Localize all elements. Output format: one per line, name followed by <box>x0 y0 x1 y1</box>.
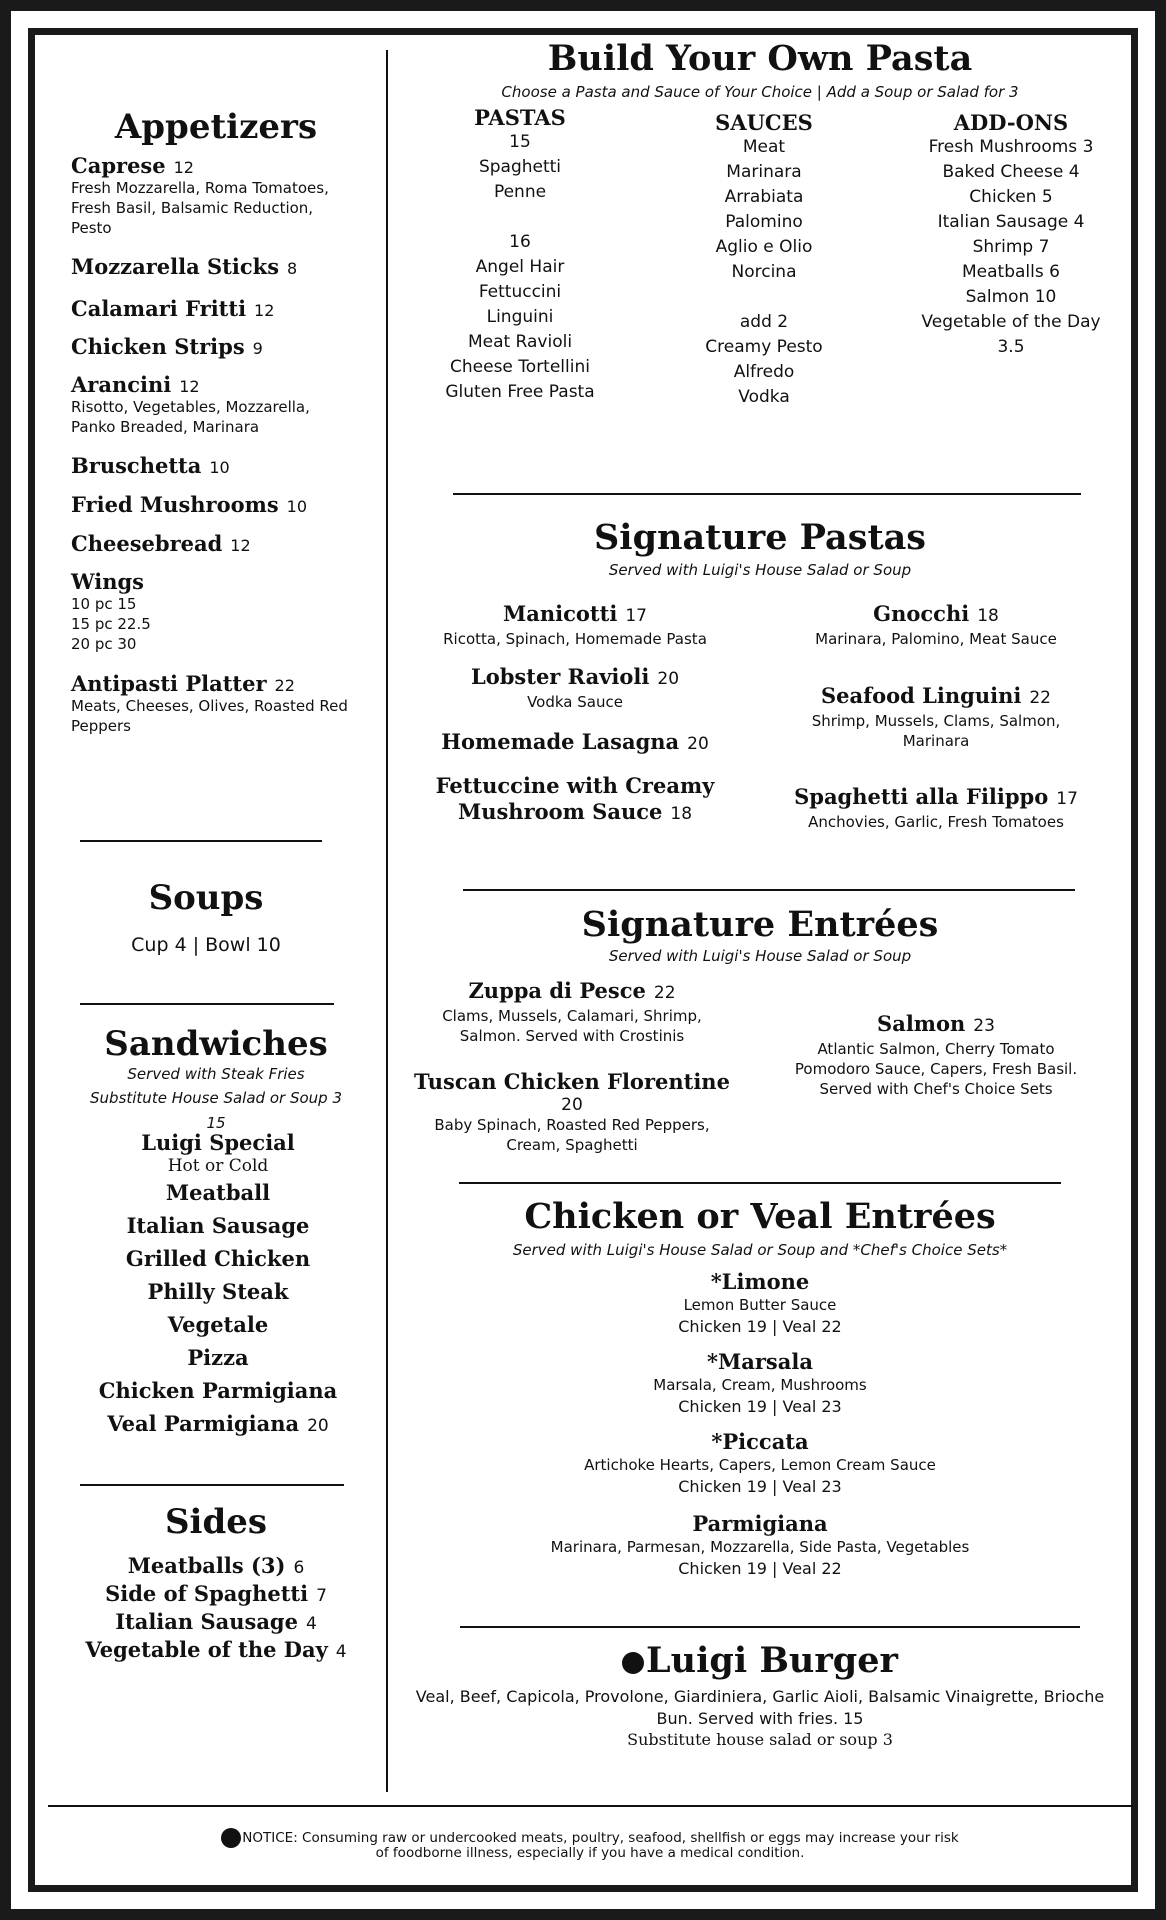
appetizer-item <box>71 569 371 654</box>
dish <box>786 683 1086 751</box>
side-name: Italian Sausage <box>115 1609 298 1634</box>
dish-name: Manicotti <box>503 601 618 626</box>
item-price: 22 <box>274 676 295 695</box>
dish-desc: Shrimp, Mussels, Clams, Salmon, <box>811 712 1061 730</box>
build-pasta-subtitle: Choose a Pasta and Sauce of Your Choice | Add a Soup or Salad for 3 <box>501 83 1019 101</box>
chicken-veal-subtitle: Served with Luigi's House Salad or Soup and *Chef's Choice Sets* <box>512 1241 1008 1259</box>
dish <box>420 773 730 827</box>
dish-price: 22 <box>653 983 676 1003</box>
sandwich-item: Meatball <box>165 1180 271 1205</box>
burger-desc: Bun. Served with fries. 15 <box>656 1709 864 1728</box>
addons-column <box>905 110 1117 360</box>
dish-name: Homemade Lasagna <box>441 729 680 754</box>
divider <box>80 1003 334 1005</box>
item-price: 9 <box>252 339 263 358</box>
dish-name-line <box>412 978 732 1006</box>
sauce-line <box>664 285 864 310</box>
signature-pastas-subtitle: Served with Luigi's House Salad or Soup <box>608 561 912 579</box>
item-desc: Meats, Cheeses, Olives, Roasted Red Peppers <box>71 697 348 735</box>
item-price: 10 <box>209 458 230 477</box>
pasta-line: Fettuccini <box>478 282 562 302</box>
dish-desc: Ricotta, Spinach, Homemade Pasta <box>443 630 707 648</box>
side-price: 4 <box>335 1642 347 1662</box>
addon-line: Italian Sausage 4 <box>937 212 1085 232</box>
addons-heading: ADD-ONS <box>953 110 1069 135</box>
item-price: 10 <box>286 497 308 516</box>
sauces-column <box>664 110 864 410</box>
signature-pastas-title: Signature Pastas <box>594 517 926 558</box>
pasta-line: Angel Hair <box>475 257 565 277</box>
dish-name: Tuscan Chicken Florentine <box>414 1069 730 1094</box>
pastas-heading: PASTAS <box>474 105 566 130</box>
item-name: Caprese <box>71 153 166 178</box>
appetizer-item <box>71 671 371 736</box>
dish-prices: Chicken 19 | Veal 22 <box>678 1317 842 1336</box>
side-item <box>46 1581 386 1609</box>
addon-line: Vegetable of the Day <box>921 312 1101 332</box>
addon-line: 3.5 <box>997 337 1025 357</box>
item-price: 12 <box>230 536 251 555</box>
item-name: Mozzarella Sticks <box>71 254 280 279</box>
sandwich-list <box>68 1130 368 1443</box>
item-name: Calamari Fritti <box>71 296 247 321</box>
dish-desc: Artichoke Hearts, Capers, Lemon Cream Sauce <box>584 1456 936 1474</box>
dish-name-line <box>786 1011 1086 1039</box>
sandwich-item <box>68 1407 368 1443</box>
dish-name-line <box>420 729 730 757</box>
chicken-veal-title: Chicken or Veal Entrées <box>524 1196 996 1237</box>
sauce-line: Vodka <box>738 387 790 407</box>
side-item <box>46 1553 386 1581</box>
dish-desc: Salmon. Served with Crostinis <box>459 1027 685 1045</box>
dish-name: Zuppa di Pesce <box>468 978 646 1003</box>
dish-desc: Cream, Spaghetti <box>506 1136 638 1154</box>
sandwich-item: Chicken Parmigiana <box>98 1378 338 1403</box>
dish-name-line <box>420 799 730 827</box>
appetizer-item <box>71 153 371 238</box>
item-name: Arancini <box>71 372 172 397</box>
dish-desc: Clams, Mussels, Calamari, Shrimp, <box>442 1007 702 1025</box>
dish-desc: Lemon Butter Sauce <box>683 1296 837 1314</box>
dish <box>500 1511 1020 1580</box>
dish <box>412 978 732 1046</box>
soups-prices: Cup 4 | Bowl 10 <box>131 934 281 956</box>
sandwich-item: Vegetale <box>167 1312 269 1337</box>
dish <box>786 601 1086 649</box>
divider <box>80 840 322 842</box>
side-name: Meatballs (3) <box>127 1553 286 1578</box>
dish <box>786 1011 1086 1099</box>
addon-line: Shrimp 7 <box>972 237 1050 257</box>
dish-name: *Limone <box>710 1269 810 1294</box>
item-name: Bruschetta <box>71 453 202 478</box>
item-name: Antipasti Platter <box>71 671 267 696</box>
burger-desc-block <box>405 1686 1115 1750</box>
dish-name-line <box>786 683 1086 711</box>
sauce-line: Palomino <box>725 212 803 232</box>
dish-desc: Pomodoro Sauce, Capers, Fresh Basil. <box>794 1060 1078 1078</box>
side-item <box>46 1609 386 1637</box>
side-price: 4 <box>305 1614 317 1634</box>
sides-list <box>46 1553 386 1665</box>
divider <box>453 493 1081 495</box>
item-price: 12 <box>173 158 194 177</box>
side-price: 7 <box>316 1586 327 1606</box>
bullet-icon <box>221 1828 241 1848</box>
pasta-line: Cheese Tortellini <box>450 357 590 377</box>
side-item <box>46 1637 386 1665</box>
dish <box>500 1349 1020 1418</box>
dish-name: Mushroom Sauce <box>457 799 663 824</box>
dish-price: 17 <box>625 606 647 626</box>
burger-title: Luigi Burger <box>646 1640 898 1681</box>
sauce-line: add 2 <box>739 312 789 332</box>
dish-price: 17 <box>1056 789 1078 809</box>
pasta-line <box>420 205 620 230</box>
dish-prices: Chicken 19 | Veal 22 <box>678 1559 842 1578</box>
dish-name: Parmigiana <box>692 1511 828 1536</box>
dish-name: Gnocchi <box>873 601 970 626</box>
dish-name: Salmon <box>877 1011 966 1036</box>
sandwich-price: 20 <box>307 1416 329 1436</box>
column-divider <box>386 50 388 1792</box>
dish-name: *Marsala <box>707 1349 813 1374</box>
dish-price: 20 <box>657 669 680 689</box>
sandwich-item: Philly Steak <box>147 1279 289 1304</box>
divider <box>463 889 1075 891</box>
item-name: Fried Mushrooms <box>71 492 279 517</box>
addon-line: Baked Cheese 4 <box>942 162 1080 182</box>
sandwiches-note: Substitute House Salad or Soup 3 <box>90 1089 342 1107</box>
sauce-line: Norcina <box>731 262 797 282</box>
dish-price: 20 <box>561 1095 583 1115</box>
sandwich-item: Pizza <box>187 1345 249 1370</box>
notice <box>195 1828 985 1862</box>
item-desc: 10 pc 15 <box>71 595 137 613</box>
sandwiches-title: Sandwiches <box>104 1024 328 1064</box>
divider <box>459 1182 1061 1184</box>
dish-name-line <box>786 601 1086 629</box>
dish-name-line <box>786 784 1086 812</box>
addon-line: Meatballs 6 <box>962 262 1060 282</box>
signature-entrees-subtitle: Served with Luigi's House Salad or Soup <box>608 947 912 965</box>
item-desc: 15 pc 22.5 <box>71 615 151 633</box>
burger-note: Substitute house salad or soup 3 <box>627 1730 893 1749</box>
dish-desc: Served with Chef's Choice Sets <box>819 1080 1053 1098</box>
side-price: 6 <box>293 1558 305 1578</box>
sauce-line: Meat <box>742 137 786 157</box>
pasta-line: Meat Ravioli <box>467 332 573 352</box>
dish-desc: Baby Spinach, Roasted Red Peppers, <box>434 1116 710 1134</box>
dish-name: Fettuccine with Creamy <box>435 773 715 798</box>
dish <box>420 664 730 712</box>
item-desc: 20 pc 30 <box>71 635 137 653</box>
dish <box>786 784 1086 832</box>
divider <box>460 1626 1080 1628</box>
pasta-line: 15 <box>509 132 531 152</box>
sauce-line: Arrabiata <box>724 187 804 207</box>
pasta-line: Linguini <box>486 307 554 327</box>
burger-desc: Veal, Beef, Capicola, Provolone, Giardiniera, Garlic Aioli, Balsamic Vinaigrette, Brioche <box>415 1687 1105 1706</box>
dish-price: 18 <box>670 804 693 824</box>
sauce-line: Creamy Pesto <box>705 337 823 357</box>
dish <box>500 1429 1020 1498</box>
burger-title-row <box>400 1640 1120 1681</box>
dish <box>500 1269 1020 1338</box>
dish-desc: Marinara, Palomino, Meat Sauce <box>815 630 1057 648</box>
dish-name: Spaghetti alla Filippo <box>794 784 1049 809</box>
dish-desc: Marsala, Cream, Mushrooms <box>653 1376 867 1394</box>
pastas-column <box>420 105 620 405</box>
dish <box>412 1069 732 1155</box>
dish-name: Lobster Ravioli <box>470 664 650 689</box>
bullet-icon <box>622 1652 644 1674</box>
dish-desc: Marinara <box>902 732 970 750</box>
footer-divider <box>48 1805 1133 1807</box>
addon-line: Chicken 5 <box>969 187 1053 207</box>
dish-desc: Marinara, Parmesan, Mozzarella, Side Pasta, Vegetables <box>550 1538 970 1556</box>
appetizers-title: Appetizers <box>114 107 318 147</box>
appetizer-item <box>71 334 371 359</box>
item-name: Chicken Strips <box>71 334 245 359</box>
side-name: Side of Spaghetti <box>105 1581 309 1606</box>
appetizer-item <box>71 492 371 517</box>
sandwiches-note: Served with Steak Fries <box>127 1065 305 1083</box>
item-price: 12 <box>179 377 200 396</box>
dish-price: 18 <box>977 606 999 626</box>
item-desc: Fresh Mozzarella, Roma Tomatoes, Fresh Basil, Balsamic Reduction, Pesto <box>71 179 329 237</box>
sandwich-item: Grilled Chicken <box>125 1246 311 1271</box>
dish <box>420 729 730 757</box>
dish-name: *Piccata <box>711 1429 809 1454</box>
dish-desc: Atlantic Salmon, Cherry Tomato <box>817 1040 1055 1058</box>
sandwich-item: Italian Sausage <box>126 1213 310 1238</box>
item-price: 8 <box>287 259 298 278</box>
pasta-line: Spaghetti <box>478 157 562 177</box>
sides-title: Sides <box>164 1502 268 1542</box>
dish-name-line <box>420 664 730 692</box>
appetizer-item <box>71 254 371 279</box>
dish-prices: Chicken 19 | Veal 23 <box>678 1397 842 1416</box>
pasta-line: 16 <box>509 232 531 252</box>
dish-name-line <box>420 601 730 629</box>
sauce-line: Alfredo <box>733 362 795 382</box>
sandwich-name: Veal Parmigiana <box>107 1411 300 1436</box>
notice-text: NOTICE: Consuming raw or undercooked meats, poultry, seafood, shellfish or eggs may increase your risk <box>242 1830 959 1846</box>
sandwich-note: Hot or Cold <box>167 1156 269 1176</box>
side-name: Vegetable of the Day <box>85 1637 328 1662</box>
appetizer-item <box>71 453 371 478</box>
dish-prices: Chicken 19 | Veal 23 <box>678 1477 842 1496</box>
item-name: Cheesebread <box>71 531 223 556</box>
dish <box>420 601 730 649</box>
item-price: 12 <box>254 301 275 320</box>
addon-line: Fresh Mushrooms 3 <box>928 137 1094 157</box>
appetizer-item <box>71 296 371 321</box>
notice-line: of foodborne illness, especially if you have a medical condition. <box>375 1845 805 1861</box>
appetizer-item <box>71 531 371 556</box>
sandwiches-price: 15 <box>206 1114 226 1132</box>
appetizer-item <box>71 372 371 437</box>
pasta-line: Gluten Free Pasta <box>445 382 595 402</box>
pasta-line: Penne <box>493 182 547 202</box>
dish-desc: Anchovies, Garlic, Fresh Tomatoes <box>808 813 1064 831</box>
sauce-line: Marinara <box>726 162 802 182</box>
sauces-heading: SAUCES <box>715 110 813 135</box>
item-desc: Risotto, Vegetables, Mozzarella, Panko Breaded, Marinara <box>71 398 310 436</box>
soups-title: Soups <box>148 878 264 918</box>
dish-desc: Vodka Sauce <box>527 693 623 711</box>
divider <box>80 1484 344 1486</box>
signature-entrees-title: Signature Entrées <box>581 904 939 945</box>
item-name: Wings <box>71 569 144 594</box>
sauce-line: Aglio e Olio <box>715 237 813 257</box>
build-pasta-title: Build Your Own Pasta <box>547 38 973 79</box>
dish-name: Seafood Linguini <box>820 683 1022 708</box>
sandwich-item: Luigi Special <box>141 1130 295 1155</box>
dish-price: 20 <box>687 734 709 754</box>
addon-line: Salmon 10 <box>965 287 1057 307</box>
dish-price: 22 <box>1029 688 1051 708</box>
dish-price: 23 <box>973 1016 995 1036</box>
